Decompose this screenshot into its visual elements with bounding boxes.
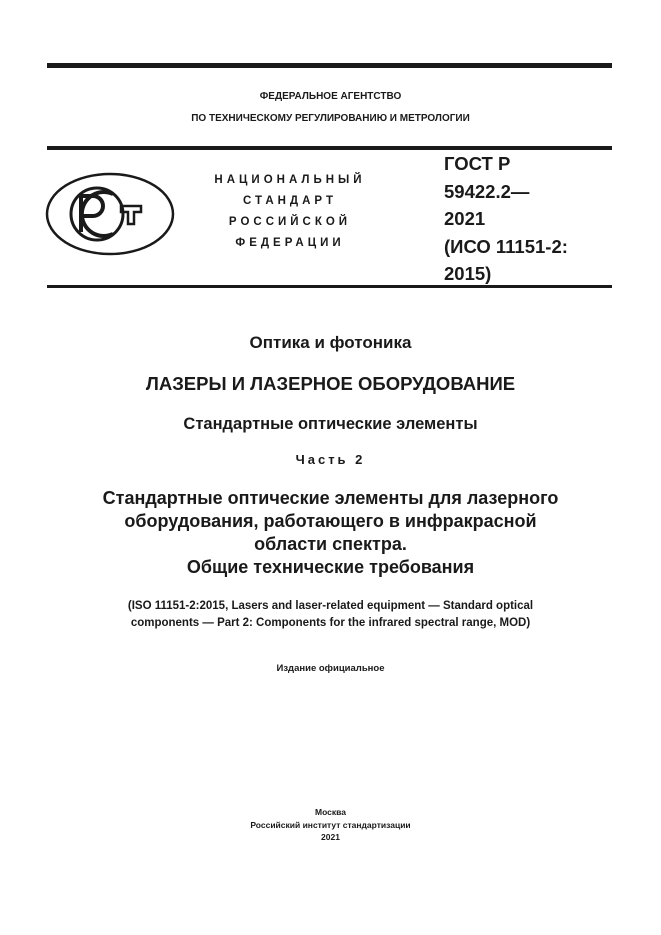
top-rule: [47, 63, 612, 68]
designation-line: 59422.2—: [444, 180, 530, 202]
part-title-line: Стандартные оптические элементы для лазерного: [102, 488, 559, 508]
part-title-line: оборудования, работающего в инфракрасной: [124, 511, 537, 531]
series-title: Оптика и фотоника: [249, 333, 412, 352]
iso-reference: [0, 598, 661, 632]
nat-line: ФЕДЕРАЦИИ: [235, 237, 345, 249]
designation-line: 2021: [444, 208, 486, 229]
national-standard-label: [185, 170, 395, 254]
nat-line: РОССИЙСКОЙ: [228, 216, 352, 228]
part-label: Часть 2: [295, 452, 366, 467]
nat-line: НАЦИОНАЛЬНЫЙ: [214, 174, 366, 186]
nat-line: СТАНДАРТ: [243, 195, 337, 207]
designation-line: ГОСТ Р: [444, 153, 511, 174]
designation-line: (ИСО 11151-2:: [444, 235, 568, 257]
agency-line-2: ПО ТЕХНИЧЕСКОМУ РЕГУЛИРОВАНИЮ И МЕТРОЛОГИИ: [191, 113, 470, 124]
main-title: ЛАЗЕРЫ И ЛАЗЕРНОЕ ОБОРУДОВАНИЕ: [145, 373, 516, 394]
part-title-line: области спектра.: [254, 534, 407, 554]
designation-line: 2015): [444, 263, 492, 284]
footer-year: 2021: [321, 832, 340, 842]
footer-city: Москва: [315, 807, 346, 817]
rst-logo-icon: [45, 172, 175, 256]
footer-publisher: Российский институт стандартизации: [250, 819, 411, 830]
designation-rule: [47, 285, 612, 288]
standard-designation: [444, 150, 568, 288]
iso-ref-line: (ISO 11151-2:2015, Lasers and laser-related equipment — Standard optical: [127, 600, 534, 612]
edition-label: Издание официальное: [276, 663, 385, 674]
publisher-footer: [0, 806, 661, 844]
agency-line-1: ФЕДЕРАЛЬНОЕ АГЕНТСТВО: [259, 91, 402, 102]
iso-ref-line: components — Part 2: Components for the infrared spectral range, MOD): [130, 617, 531, 629]
part-title-line: Общие технические требования: [186, 557, 475, 577]
part-title: [0, 487, 661, 579]
subtitle: Стандартные оптические элементы: [183, 415, 478, 433]
